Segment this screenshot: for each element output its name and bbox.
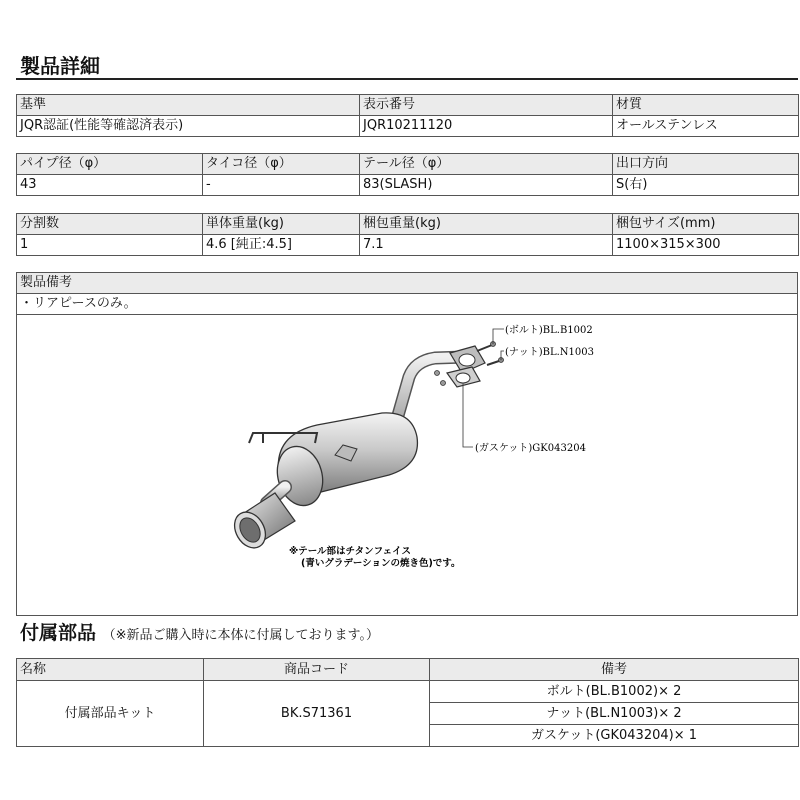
header-exit-direction: 出口方向 <box>613 154 799 175</box>
header-silencer-diameter: タイコ径（φ） <box>203 154 360 175</box>
spec-table-weights <box>16 213 799 256</box>
accessories-subtitle: （※新品ご購入時に本体に付属しております。） <box>102 628 379 643</box>
spec-header-row <box>17 154 799 175</box>
kit-name: 付属部品キット <box>17 681 204 747</box>
spec-table-standard <box>16 94 799 137</box>
header-product-code: 商品コード <box>204 659 430 681</box>
nut-icon <box>435 371 446 386</box>
silencer-body <box>271 413 417 511</box>
header-material: 材質 <box>613 95 799 116</box>
table-row <box>17 681 799 703</box>
tail-note-line1: ※テール部はチタンフェイス <box>289 546 412 557</box>
gasket-leader <box>463 383 473 447</box>
accessories-header-row <box>17 659 799 681</box>
header-display-number: 表示番号 <box>360 95 613 116</box>
section-title-accessories <box>20 618 379 645</box>
spec-table-diameters <box>16 153 799 196</box>
accessories-table <box>16 658 799 747</box>
spec-value-row <box>17 235 799 256</box>
item-gasket: ガスケット(GK043204)× 1 <box>430 725 799 747</box>
gasket-label: (ガスケット)GK043204 <box>475 443 586 454</box>
bolt-label: (ボルト)BL.B1002 <box>505 325 593 336</box>
value-package-size: 1100×315×300 <box>613 235 799 256</box>
header-standard: 基準 <box>17 95 360 116</box>
spec-value-row <box>17 175 799 196</box>
header-pipe-diameter: パイプ径（φ） <box>17 154 203 175</box>
tail-tip <box>228 493 295 553</box>
remarks-header: 製品備考 <box>17 273 797 294</box>
value-silencer-diameter: - <box>203 175 360 196</box>
gasket <box>447 367 480 387</box>
muffler-diagram <box>17 315 797 613</box>
header-pieces: 分割数 <box>17 214 203 235</box>
header-package-size: 梱包サイズ(mm) <box>613 214 799 235</box>
kit-code: BK.S71361 <box>204 681 430 747</box>
spec-value-row <box>17 116 799 137</box>
value-pipe-diameter: 43 <box>17 175 203 196</box>
accessories-title: 付属部品 <box>20 622 97 644</box>
value-tail-diameter: 83(SLASH) <box>360 175 613 196</box>
product-remarks-box <box>16 272 798 616</box>
value-pieces: 1 <box>17 235 203 256</box>
spec-header-row <box>17 214 799 235</box>
title-rule <box>16 78 798 80</box>
value-standard: JQR認証(性能等確認済表示) <box>17 116 360 137</box>
value-display-number: JQR10211120 <box>360 116 613 137</box>
item-bolt: ボルト(BL.B1002)× 2 <box>430 681 799 703</box>
nut-label: (ナット)BL.N1003 <box>505 347 594 358</box>
header-unit-weight: 単体重量(kg) <box>203 214 360 235</box>
spec-header-row <box>17 95 799 116</box>
header-name: 名称 <box>17 659 204 681</box>
item-nut: ナット(BL.N1003)× 2 <box>430 703 799 725</box>
header-remarks: 備考 <box>430 659 799 681</box>
remarks-text: ・リアピースのみ。 <box>17 294 797 315</box>
value-package-weight: 7.1 <box>360 235 613 256</box>
value-unit-weight: 4.6 [純正:4.5] <box>203 235 360 256</box>
tail-note-line2: (青いグラデーションの焼き色)です。 <box>301 558 461 569</box>
section-title-product-detail: 製品詳細 <box>20 54 100 78</box>
header-tail-diameter: テール径（φ） <box>360 154 613 175</box>
value-material: オールステンレス <box>613 116 799 137</box>
header-package-weight: 梱包重量(kg) <box>360 214 613 235</box>
value-exit-direction: S(右) <box>613 175 799 196</box>
